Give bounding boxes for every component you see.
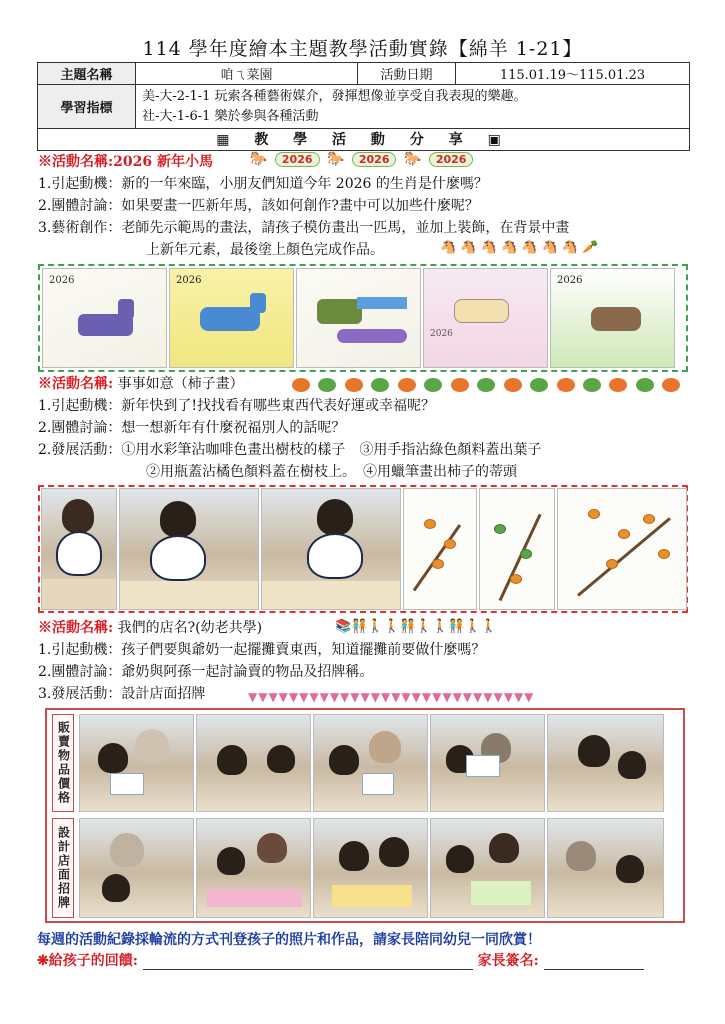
shop-photo [547,818,664,918]
activity-1-item: 1.引起動機：新的一年來臨，小朋友們知道今年 2026 的生肖是什麼嗎？ [38,176,488,192]
year-badge: 2026 [352,152,397,167]
persimmon-icon [398,378,416,392]
feedback-line[interactable] [143,954,473,970]
activity-3-title: ※活動名稱: [38,620,114,636]
activity-3-item: 2.團體討論：爺奶與阿孫一起討論賣的物品及招牌稱。 [38,664,374,680]
parent-signature-line[interactable] [544,954,644,970]
horse-icon: 🐴 🐴 🐴 🐴 🐴 🐴 🐴 🥕 [440,240,599,255]
horse-drawing: 2026 [169,268,294,368]
share-bar [37,129,690,151]
goal-line-1: 美-大-2-1-1 玩索各種藝術媒介，發揮想像並享受自我表現的樂趣。 [142,88,527,104]
bunting-decoration [248,690,534,704]
footer-feedback-row [37,950,697,970]
market-stall-decoration [335,619,497,634]
shop-label-price: 販賣物品價格 [52,714,74,812]
date-label: 活動日期 [358,63,456,85]
class-photo [41,488,117,610]
year-badge: 2026 [275,152,320,167]
persimmon-painting [403,488,477,610]
persimmon-icon [609,378,627,392]
theme-label: 主題名稱 [38,63,136,85]
shop-photo [547,714,664,812]
horse-icon: 🐎 [326,151,345,167]
activity-3-item: 1.引起動機：孩子們要與爺奶一起擺攤賣東西，知道擺攤前要做什麼嗎？ [38,642,486,658]
shop-photo [196,714,311,812]
shop-photo [313,818,428,918]
persimmon-icon [371,378,389,392]
date-value: 115.01.19～115.01.23 [456,63,690,85]
activity-2-item: 1.引起動機：新年快到了!找找看有哪些東西代表好運或幸福呢？ [38,398,435,414]
activity-1-item: 2.團體討論：如果要畫一匹新年馬，該如何創作?畫中可以加些什麼呢？ [38,198,479,214]
info-table [37,62,690,129]
persimmon-icon [557,378,575,392]
persimmon-icon [636,378,654,392]
persimmon-icon [424,378,442,392]
persimmon-icon [504,378,522,392]
sign-photo-row [79,818,664,918]
theme-value: 咱ㄟ菜園 [136,63,358,85]
activity-2-item: ②用瓶蓋沾橘色顏料蓋在樹枝上。 ④用蠟筆畫出柿子的蒂頭 [146,464,517,480]
feedback-label: ❋給孩子的回饋: [37,953,138,969]
horse-drawing: 2026 [550,268,675,368]
shop-photo [79,714,194,812]
persimmon-photo-row [41,488,687,610]
class-photo [119,488,259,610]
shop-photo [313,714,428,812]
activity-3-name: 我們的店名?(幼老共學) [113,620,263,636]
activity-2-item: 2.發展活動：①用水彩筆沾咖啡色畫出樹枝的樣子 ③用手指沾綠色顏料蓋出葉子 [38,442,542,458]
bunting-icon: ▼▼▼▼▼▼▼▼▼▼▼▼▼▼▼▼▼▼▼▼▼▼▼▼▼▼▼▼ [248,690,535,704]
picture-icon: ▣ [487,132,511,148]
share-bar-text: 教 學 活 動 分 享 [254,132,473,148]
persimmon-decoration [290,377,682,393]
horse-drawing [296,268,421,368]
horse-row-decoration [440,240,598,255]
shop-photo [430,714,545,812]
activity-3-item: 3.發展活動：設計店面招牌 [38,686,206,702]
shop-label-sign: 設計店面招牌 [52,818,74,918]
shop-photo [79,818,194,918]
horse-drawing: 2026 [423,268,548,368]
price-photo-row [79,714,664,812]
persimmon-painting [479,488,555,610]
persimmon-icon [345,378,363,392]
horse-icon: 🐎 [403,151,422,167]
shop-photo-box [45,708,685,923]
footer-notice: 每週的活動紀錄採輪流的方式刊登孩子的照片和作品，請家長陪同幼兒一同欣賞！ [37,932,541,948]
persimmon-icon [451,378,469,392]
horse-artwork-row [42,268,675,368]
shop-photo [196,818,311,918]
document-title: 114 學年度繪本主題教學活動實錄【綿羊 1-21】 [142,38,583,60]
persimmon-icon [292,378,310,392]
activity-2-title: ※活動名稱: [38,376,114,392]
persimmon-icon [318,378,336,392]
horse-icon: 🐎 [250,151,268,167]
book-icon: ▦ [216,132,240,148]
class-photo [261,488,401,610]
activity-2-item: 2.團體討論：想一想新年有什麼祝福別人的話呢？ [38,420,346,436]
persimmon-icon [530,378,548,392]
year-badge: 2026 [429,152,474,167]
activity-1-item: 3.藝術創作：老師先示範馬的畫法，請孩子模仿畫出一匹馬，並加上裝飾，在背景中畫 [38,220,570,236]
persimmon-icon [662,378,680,392]
parent-signature-label: 家長簽名: [477,953,539,969]
stall-icon: 📚🧑‍🤝‍🧑🚶🚶🧑‍🤝‍🧑🚶🚶🧑‍🤝‍🧑🚶🚶 [335,619,497,634]
persimmon-icon [583,378,601,392]
new-year-horse-decoration [250,151,476,167]
persimmon-painting [557,488,687,610]
goal-line-2: 社-大-1-6-1 樂於參與各種活動 [142,108,319,124]
persimmon-icon [477,378,495,392]
horse-drawing: 2026 [42,268,167,368]
activity-2-name: 事事如意（柿子畫） [113,376,244,392]
goal-label: 學習指標 [38,85,136,129]
activity-1-item: 上新年元素，最後塗上顏色完成作品。 [146,242,384,258]
shop-photo [430,818,545,918]
activity-1-title: ※活動名稱:2026 新年小馬 [38,154,214,170]
